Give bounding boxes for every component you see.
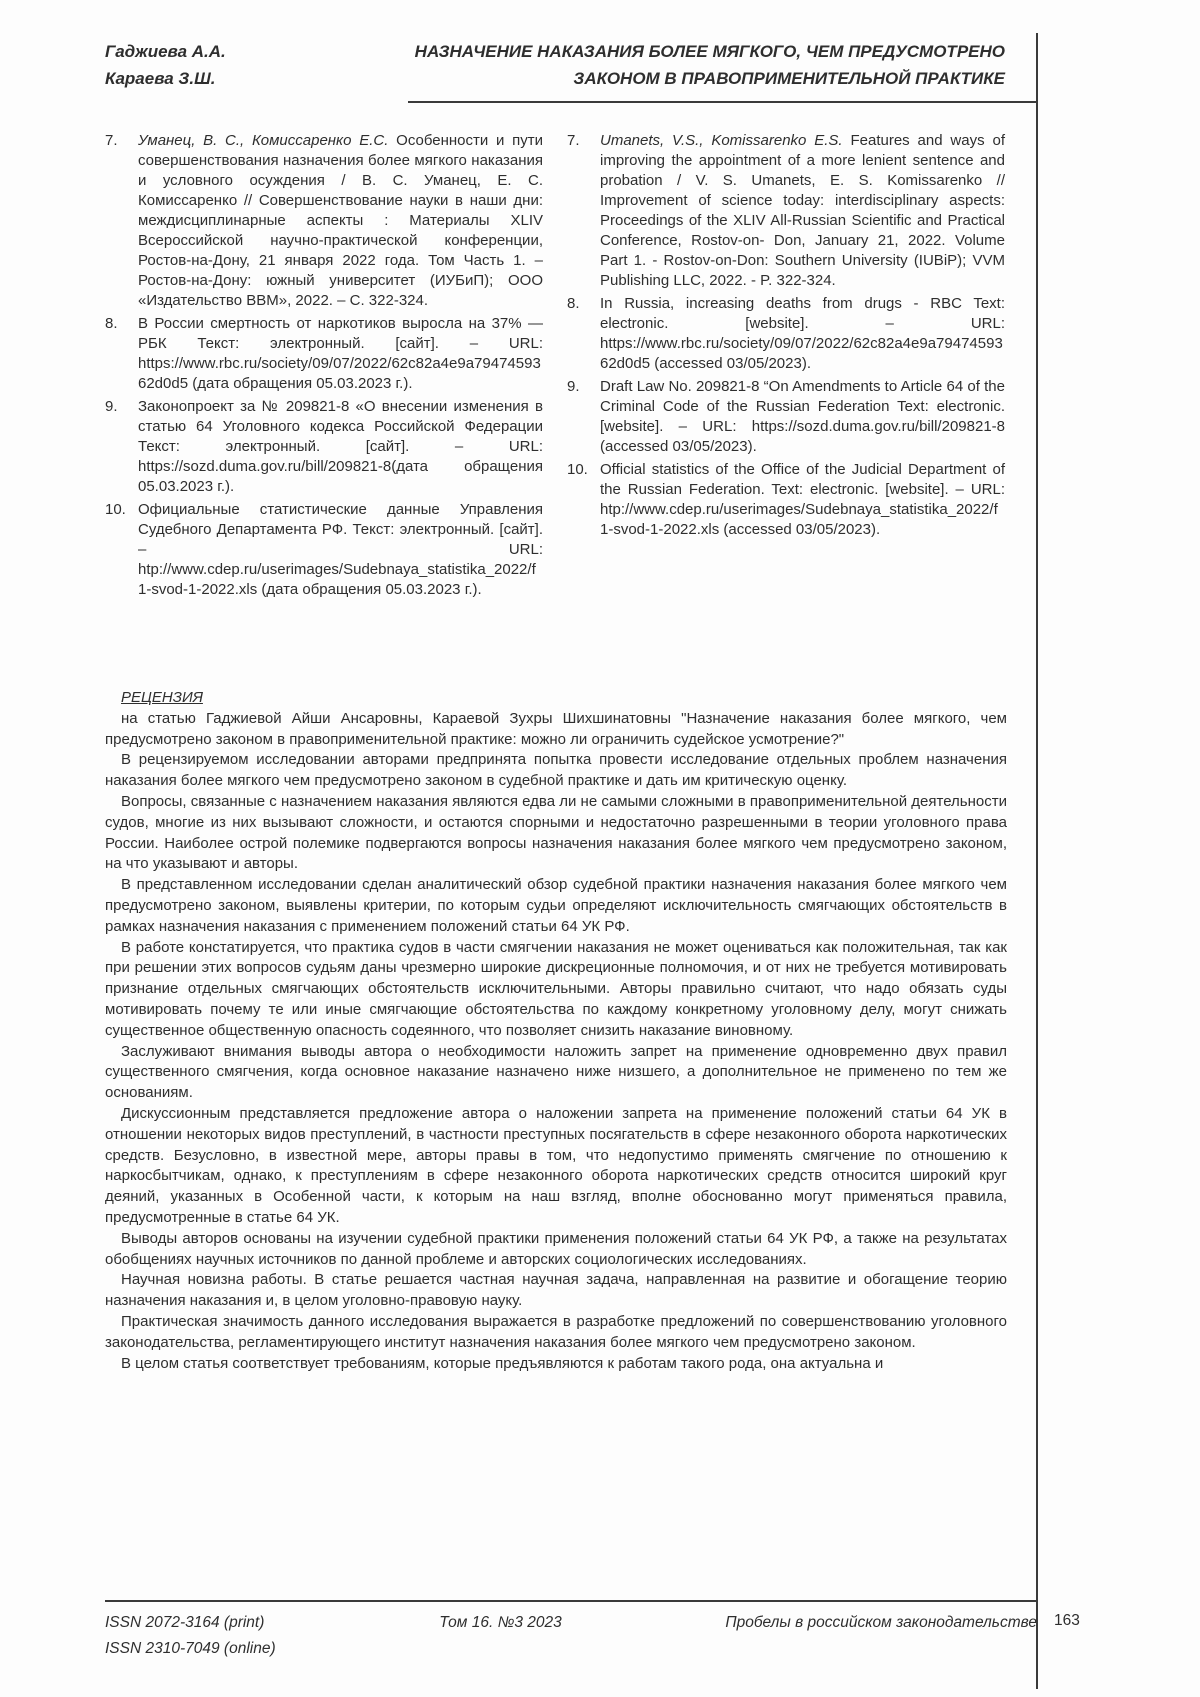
reference-authors: Уманец, В. С., Комиссаренко Е.С. xyxy=(138,132,389,149)
reference-number: 7. xyxy=(105,132,118,149)
reference-item xyxy=(567,460,1005,540)
reference-body: В России смертность от наркотиков выросла на 37% — РБК Текст: электронный. [сайт]. – URL: https://www.rbc.ru/society/09/07/2022/62c82a4e9a7947459362d0d5 (дата обращения 05.03.2023 г.). xyxy=(138,315,543,392)
reference-item xyxy=(105,314,543,394)
running-title-line-2: ЗАКОНОМ В ПРАВОПРИМЕНИТЕЛЬНОЙ ПРАКТИКЕ xyxy=(573,69,1005,88)
reference-text xyxy=(138,398,543,495)
reference-body: Official statistics of the Office of the Judicial Department of the Russian Federation. Text: electronic. [website]. – URL: htp://www.cdep.ru/userimages/Sudebnaya_statistika_2022/f1-svod-1-2022.xls (accessed 03/05/2023). xyxy=(600,461,1005,538)
reference-body: Официальные статистические данные Управления Судебного Департамента РФ. Текст: электронный. [сайт]. – URL: htp://www.cdep.ru/userimages/Sudebnaya_statistika_2022/f1-svod-1-2022.xls (дата обращения 05.03.2023 г.). xyxy=(138,501,543,598)
review-paragraph: Заслуживают внимания выводы автора о необходимости наложить запрет на применение одновременно двух правил существенного смягчения, когда основное наказание назначено ниже низшего, а дополнительное не применено по тем же основаниям. xyxy=(105,1042,1007,1102)
running-author-1: Гаджиева А.А. xyxy=(105,42,226,61)
reference-text xyxy=(138,132,543,309)
review-section xyxy=(105,688,1007,1374)
reference-authors: Umanets, V.S., Komissarenko E.S. xyxy=(600,132,843,149)
review-paragraph: В представленном исследовании сделан аналитический обзор судебной практики назначения наказания более мягкого чем предусмотрено законом, выявлены критерии, по которым судьи определяют исключительность смягчающих обстоятельств в рамках назначения наказания с применением положений статьи 64 УК РФ. xyxy=(105,876,1007,935)
review-heading-text: РЕЦЕНЗИЯ xyxy=(121,689,203,706)
reference-text xyxy=(600,295,1005,372)
running-author-2: Караева З.Ш. xyxy=(105,69,216,88)
reference-item xyxy=(105,131,543,311)
review-paragraph: Практическая значимость данного исследования выражается в разработке предложений по совершенствованию уголовного законодательства, регламентирующего институт назначения наказания более мягкого чем предусмотрено законом. xyxy=(105,1312,1007,1351)
review-paragraph: В работе констатируется, что практика судов в части смягчении наказания не может оцениваться как положительная, так как при решении этих вопросов судьям даны чрезмерно широкие дискреционные полномочия, и от них не требуется мотивировать признание отдельных смягчающих обстоятельств исключительными. Авторы правильно считают, что надо обязать суды мотивировать почему те или иные смягчающие обстоятельства по каждому конкретному уголовному делу, могут снижать существенное общественную опасность содеянного, что позволяет снизить наказание виновному. xyxy=(105,938,1007,1039)
reference-item xyxy=(567,294,1005,374)
running-authors xyxy=(105,38,226,92)
footer-rule xyxy=(105,1600,1037,1602)
reference-number: 7. xyxy=(567,132,580,149)
reference-item xyxy=(105,397,543,497)
reference-text xyxy=(138,501,543,598)
reference-number: 9. xyxy=(567,378,580,395)
right-margin-rule xyxy=(1036,33,1038,1689)
reference-number: 8. xyxy=(105,315,118,332)
references-column-english xyxy=(567,131,1005,603)
review-paragraph: В рецензируемом исследовании авторами предпринята попытка провести исследование отдельных проблем назначения наказания более мягкого чем предусмотрено законом в судебной практике и дать им критическую оценку. xyxy=(105,751,1007,790)
reference-number: 10. xyxy=(567,461,588,478)
reference-item xyxy=(567,377,1005,457)
reference-item xyxy=(105,500,543,600)
reference-text xyxy=(600,378,1005,455)
footer-volume: Том 16. №3 2023 xyxy=(439,1614,562,1631)
page-footer xyxy=(105,1610,1037,1662)
page-header xyxy=(105,38,1005,92)
reference-number: 8. xyxy=(567,295,580,312)
review-paragraph: В целом статья соответствует требованиям, которые предъявляются к работам такого рода, она актуальна и xyxy=(121,1354,884,1372)
review-paragraph: Вопросы, связанные с назначением наказания являются едва ли не самыми сложными в правоприменительной деятельности судов, многие из них вызывают сложности, и остаются спорными и недостаточно разрешенными в теории уголовного права России. Наиболее острой полемике подвергаются вопросы назначения наказания более мягкого чем предусмотрено законом, на что указывают и авторы. xyxy=(105,792,1007,873)
reference-number: 9. xyxy=(105,398,118,415)
reference-text xyxy=(138,315,543,392)
reference-text xyxy=(600,132,1005,289)
reference-item xyxy=(567,131,1005,291)
review-paragraph: Выводы авторов основаны на изучении судебной практики применения положений статьи 64 УК РФ, а также на результатах обобщениях научных источников по данной проблеме и авторских социологических исследованиях. xyxy=(105,1229,1007,1268)
references-column-russian xyxy=(105,131,543,603)
reference-body: Features and ways of improving the appointment of a more lenient sentence and probation / V. S. Umanets, E. S. Komissarenko // Improvement of science today: interdisciplinary aspects: Proceedings of the XLIV All-Russian Scientific and Practical Conference, Rostov-on- Don, January 21, 2022. Volume Part 1. - Rostov-on-Don: Southern University (IUBiP); VVM Publishing LLC, 2022. - P. 322-324. xyxy=(600,132,1005,289)
issn-print: ISSN 2072-3164 (print) xyxy=(105,1614,265,1631)
reference-body: Draft Law No. 209821-8 “On Amendments to Article 64 of the Criminal Code of the Russian Federation Text: electronic. [website]. – URL: https://sozd.duma.gov.ru/bill/209821-8 (accessed 03/05/2023). xyxy=(600,378,1005,455)
reference-text xyxy=(600,461,1005,538)
footer-journal-title: Пробелы в российском законодательстве xyxy=(725,1614,1037,1631)
page-number: 163 xyxy=(1054,1612,1080,1629)
header-rule xyxy=(408,101,1037,103)
review-paragraph: Научная новизна работы. В статье решается частная научная задача, направленная на развитие и обогащение теорию назначения наказания и, в целом уголовно-правовую науку. xyxy=(105,1271,1007,1310)
reference-body: Законопроект за № 209821-8 «О внесении изменения в статью 64 Уголовного кодекса Российской Федерации Текст: электронный. [сайт]. – URL: https://sozd.duma.gov.ru/bill/209821-8(дата обращения 05.03.2023 г.). xyxy=(138,398,543,495)
reference-number: 10. xyxy=(105,501,126,518)
running-title xyxy=(415,38,1005,92)
review-paragraph: Дискуссионным представляется предложение автора о наложении запрета на применение положений статьи 64 УК в отношении некоторых видов преступлений, в частности преступных посягательств в сфере незаконного оборота наркотических средств. Безусловно, в известной мере, авторы правы в том, что недопустимо применять смягчение по отношению к наркосбытчикам, однако, к преступлениям в сфере незаконного оборота наркотических средств относится широкий круг деяний, указанных в Особенной части, к которым на наш взгляд, вполне обоснованно могут применяться правила, предусмотренные в статье 64 УК. xyxy=(105,1104,1007,1226)
review-heading xyxy=(105,688,1007,709)
running-title-line-1: НАЗНАЧЕНИЕ НАКАЗАНИЯ БОЛЕЕ МЯГКОГО, ЧЕМ ПРЕДУСМОТРЕНО xyxy=(414,42,1005,61)
issn-online: ISSN 2310-7049 (online) xyxy=(105,1640,276,1657)
reference-body: Особенности и пути совершенствования назначения более мягкого наказания и условного осуждения / В. С. Уманец, Е. С. Комиссаренко // Совершенствование науки в наши дни: междисциплинарные аспекты : Материалы XLIV Всероссийской научно-практической конференции, Ростов-на-Дону, 21 января 2022 года. Том Часть 1. – Ростов-на-Дону: южный университет (ИУБиП); ООО «Издательство ВВМ», 2022. – С. 322-324. xyxy=(138,132,543,309)
reference-body: In Russia, increasing deaths from drugs - RBC Text: electronic. [website]. – URL: https://www.rbc.ru/society/09/07/2022/62c82a4e9a7947459362d0d5 (accessed 03/05/2023). xyxy=(600,295,1005,372)
references-section xyxy=(105,131,1005,603)
review-paragraph: на статью Гаджиевой Айши Ансаровны, Караевой Зухры Шихшинатовны "Назначение наказания более мягкого, чем предусмотрено законом в правоприменительной практике: можно ли ограничить судейское усмотрение?" xyxy=(105,709,1007,748)
footer-issn xyxy=(105,1610,276,1662)
